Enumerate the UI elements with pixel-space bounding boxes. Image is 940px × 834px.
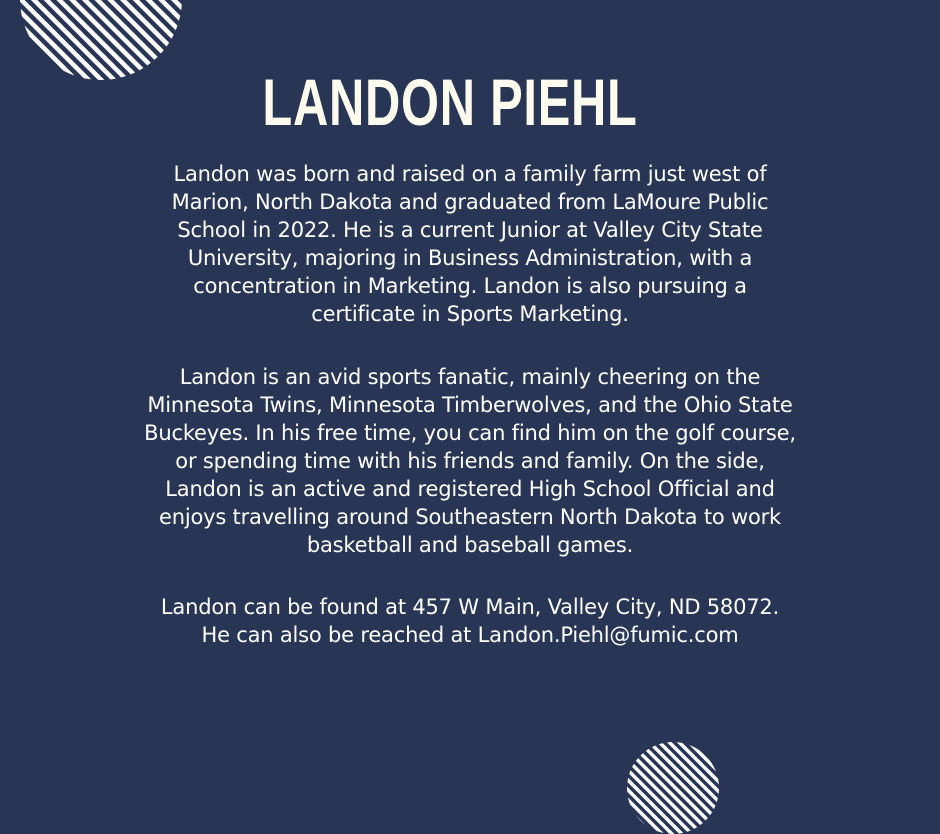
text-line: basketball and baseball games.: [306, 533, 634, 557]
striped-circle-decoration-bottom: [627, 742, 719, 834]
text-line: Landon is an avid sports fanatic, mainly cheering on the: [179, 365, 761, 389]
text-line: Landon is an active and registered High School Official and: [165, 477, 775, 501]
page-title: LANDON PIEHL: [262, 65, 638, 139]
text-line: or spending time with his friends and family. On the side,: [175, 449, 765, 473]
text-line: certificate in Sports Marketing.: [311, 302, 629, 326]
text-line: University, majoring in Business Administration, with a: [187, 246, 753, 270]
text-line: Marion, North Dakota and graduated from LaMoure Public: [171, 190, 769, 214]
text-line: School in 2022. He is a current Junior at Valley City State: [177, 218, 763, 242]
contact-paragraph: [60, 593, 880, 649]
text-line: Minnesota Twins, Minnesota Timberwolves, and the Ohio State: [147, 393, 793, 417]
text-line: enjoys travelling around Southeastern North Dakota to work: [159, 505, 781, 529]
email-line: He can also be reached at Landon.Piehl@fumic.com: [201, 623, 739, 647]
text-line: concentration in Marketing. Landon is also pursuing a: [193, 274, 747, 298]
bio-paragraph-2: [60, 363, 880, 559]
address-line: Landon can be found at 457 W Main, Valley City, ND 58072.: [160, 595, 780, 619]
bio-paragraph-1: [60, 160, 880, 328]
text-line: Buckeyes. In his free time, you can find him on the golf course,: [144, 421, 796, 445]
text-line: Landon was born and raised on a family farm just west of: [173, 162, 767, 186]
